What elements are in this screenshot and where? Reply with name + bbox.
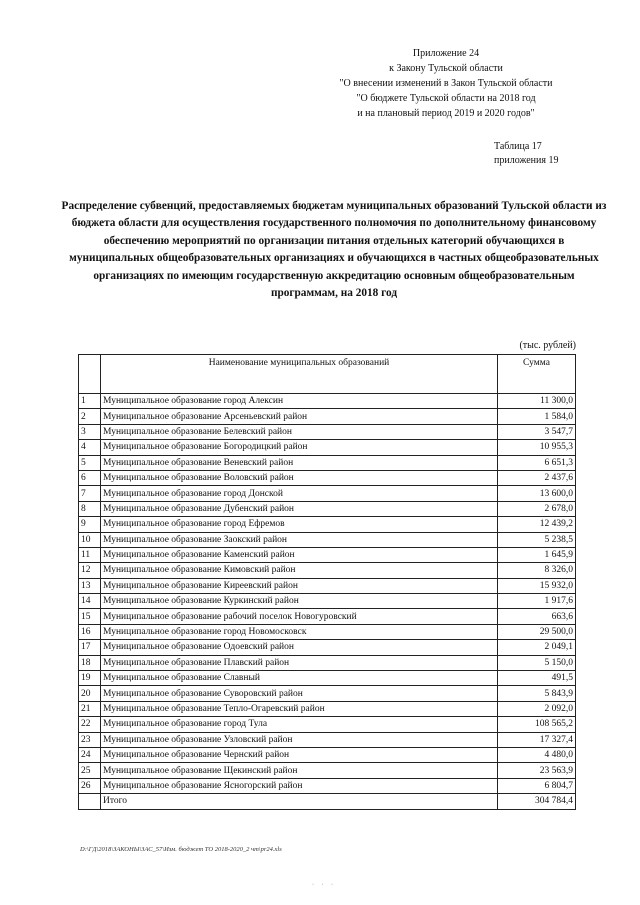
scan-specks: · · · — [312, 882, 336, 888]
total-num — [79, 794, 101, 809]
table-row — [79, 594, 576, 609]
row-name: Муниципальное образование рабочий поселок Новогуровский — [101, 609, 498, 624]
row-number: 24 — [79, 747, 101, 762]
row-number: 16 — [79, 624, 101, 639]
row-sum: 4 480,0 — [498, 747, 576, 762]
header-name: Наименование муниципальных образований — [101, 355, 498, 394]
row-name: Муниципальное образование город Донской — [101, 486, 498, 501]
total-label: Итого — [101, 794, 498, 809]
row-sum: 29 500,0 — [498, 624, 576, 639]
table-number: Таблица 17 — [494, 141, 542, 152]
row-number: 23 — [79, 732, 101, 747]
appendix-line: "О бюджете Тульской области на 2018 год — [356, 93, 536, 104]
appendix-line: к Закону Тульской области — [389, 63, 503, 74]
table-row — [79, 778, 576, 793]
row-number: 10 — [79, 532, 101, 547]
table-row — [79, 717, 576, 732]
row-number: 18 — [79, 655, 101, 670]
row-name: Муниципальное образование Киреевский район — [101, 578, 498, 593]
table-row — [79, 486, 576, 501]
row-sum: 5 843,9 — [498, 686, 576, 701]
row-number: 17 — [79, 640, 101, 655]
header-num — [79, 355, 101, 394]
table-row — [79, 624, 576, 639]
table-row — [79, 455, 576, 470]
row-sum: 6 804,7 — [498, 778, 576, 793]
row-number: 14 — [79, 594, 101, 609]
table-row — [79, 747, 576, 762]
table-row — [79, 394, 576, 409]
row-sum: 23 563,9 — [498, 763, 576, 778]
appendix-line: и на плановый период 2019 и 2020 годов" — [357, 108, 535, 119]
table-row — [79, 547, 576, 562]
row-sum: 12 439,2 — [498, 517, 576, 532]
table-row — [79, 655, 576, 670]
row-name: Муниципальное образование город Алексин — [101, 394, 498, 409]
row-name: Муниципальное образование Ясногорский район — [101, 778, 498, 793]
row-sum: 13 600,0 — [498, 486, 576, 501]
row-name: Муниципальное образование Щекинский район — [101, 763, 498, 778]
appendix-header — [316, 46, 576, 121]
row-name: Муниципальное образование Арсеньевский район — [101, 409, 498, 424]
row-number: 6 — [79, 470, 101, 485]
table-row — [79, 686, 576, 701]
row-name: Муниципальное образование Дубенский район — [101, 501, 498, 516]
row-sum: 5 150,0 — [498, 655, 576, 670]
row-name: Муниципальное образование Славный — [101, 671, 498, 686]
row-name: Муниципальное образование Узловский район — [101, 732, 498, 747]
table-row — [79, 732, 576, 747]
appendix-number: приложения 19 — [494, 155, 559, 166]
row-number: 1 — [79, 394, 101, 409]
row-name: Муниципальное образование Богородицкий район — [101, 440, 498, 455]
table-row — [79, 409, 576, 424]
row-number: 11 — [79, 547, 101, 562]
file-path-footer: D:\ГД\2018\ЗАКОНЫ\ЗАС_57\Изм. бюджет ТО 2018-2020_2 чт\pr24.xls — [80, 846, 282, 853]
row-sum: 2 092,0 — [498, 701, 576, 716]
appendix-line: Приложение 24 — [412, 48, 480, 59]
row-number: 9 — [79, 517, 101, 532]
table-row — [79, 578, 576, 593]
row-number: 26 — [79, 778, 101, 793]
row-number: 25 — [79, 763, 101, 778]
row-number: 13 — [79, 578, 101, 593]
table-row — [79, 763, 576, 778]
table-header-row — [79, 355, 576, 394]
table-reference — [494, 140, 594, 168]
row-sum: 108 565,2 — [498, 717, 576, 732]
row-sum: 11 300,0 — [498, 394, 576, 409]
table-row — [79, 640, 576, 655]
row-sum: 3 547,7 — [498, 424, 576, 439]
row-name: Муниципальное образование Суворовский район — [101, 686, 498, 701]
row-sum: 8 326,0 — [498, 563, 576, 578]
row-sum: 17 327,4 — [498, 732, 576, 747]
row-sum: 663,6 — [498, 609, 576, 624]
total-sum: 304 784,4 — [498, 794, 576, 809]
row-number: 7 — [79, 486, 101, 501]
row-number: 21 — [79, 701, 101, 716]
table-row — [79, 532, 576, 547]
row-name: Муниципальное образование город Тула — [101, 717, 498, 732]
row-name: Муниципальное образование Воловский район — [101, 470, 498, 485]
row-name: Муниципальное образование Плавский район — [101, 655, 498, 670]
row-number: 20 — [79, 686, 101, 701]
row-number: 19 — [79, 671, 101, 686]
table-row — [79, 501, 576, 516]
row-sum: 2 049,1 — [498, 640, 576, 655]
row-name: Муниципальное образование Кимовский район — [101, 563, 498, 578]
total-row — [79, 794, 576, 809]
header-sum: Сумма — [498, 355, 576, 394]
row-name: Муниципальное образование город Новомосковск — [101, 624, 498, 639]
table-row — [79, 517, 576, 532]
appendix-line: "О внесении изменений в Закон Тульской области — [339, 78, 553, 89]
row-sum: 1 645,9 — [498, 547, 576, 562]
row-sum: 1 917,6 — [498, 594, 576, 609]
row-name: Муниципальное образование город Ефремов — [101, 517, 498, 532]
row-sum: 491,5 — [498, 671, 576, 686]
row-sum: 10 955,3 — [498, 440, 576, 455]
table-row — [79, 609, 576, 624]
row-name: Муниципальное образование Белевский район — [101, 424, 498, 439]
row-sum: 5 238,5 — [498, 532, 576, 547]
row-name: Муниципальное образование Тепло-Огаревский район — [101, 701, 498, 716]
row-number: 3 — [79, 424, 101, 439]
row-number: 22 — [79, 717, 101, 732]
row-number: 4 — [79, 440, 101, 455]
row-name: Муниципальное образование Куркинский район — [101, 594, 498, 609]
row-sum: 15 932,0 — [498, 578, 576, 593]
units-label: (тыс. рублей) — [519, 340, 576, 351]
row-number: 5 — [79, 455, 101, 470]
row-name: Муниципальное образование Каменский район — [101, 547, 498, 562]
table-row — [79, 440, 576, 455]
row-number: 15 — [79, 609, 101, 624]
row-name: Муниципальное образование Веневский район — [101, 455, 498, 470]
table-body — [79, 394, 576, 794]
subsidy-table — [78, 354, 576, 810]
row-number: 2 — [79, 409, 101, 424]
row-name: Муниципальное образование Чернский район — [101, 747, 498, 762]
document-title: Распределение субвенций, предоставляемых бюджетам муниципальных образований Тульской области из бюджета области для осуществления государственного полномочия по дополнительному финансовому обеспечению мероприятий по организации питания отдельных категорий обучающихся в муниципальных общеобразовательных организациях и обучающихся в частных общеобразовательных организациях по имеющим государственную аккредитацию основным общеобразовательным программам, на 2018 год — [61, 200, 607, 300]
table-row — [79, 563, 576, 578]
row-number: 8 — [79, 501, 101, 516]
table-row — [79, 470, 576, 485]
row-sum: 1 584,0 — [498, 409, 576, 424]
row-name: Муниципальное образование Заокский район — [101, 532, 498, 547]
row-sum: 2 678,0 — [498, 501, 576, 516]
row-sum: 2 437,6 — [498, 470, 576, 485]
row-sum: 6 651,3 — [498, 455, 576, 470]
row-number: 12 — [79, 563, 101, 578]
row-name: Муниципальное образование Одоевский район — [101, 640, 498, 655]
table-row — [79, 671, 576, 686]
table-row — [79, 424, 576, 439]
table-row — [79, 701, 576, 716]
